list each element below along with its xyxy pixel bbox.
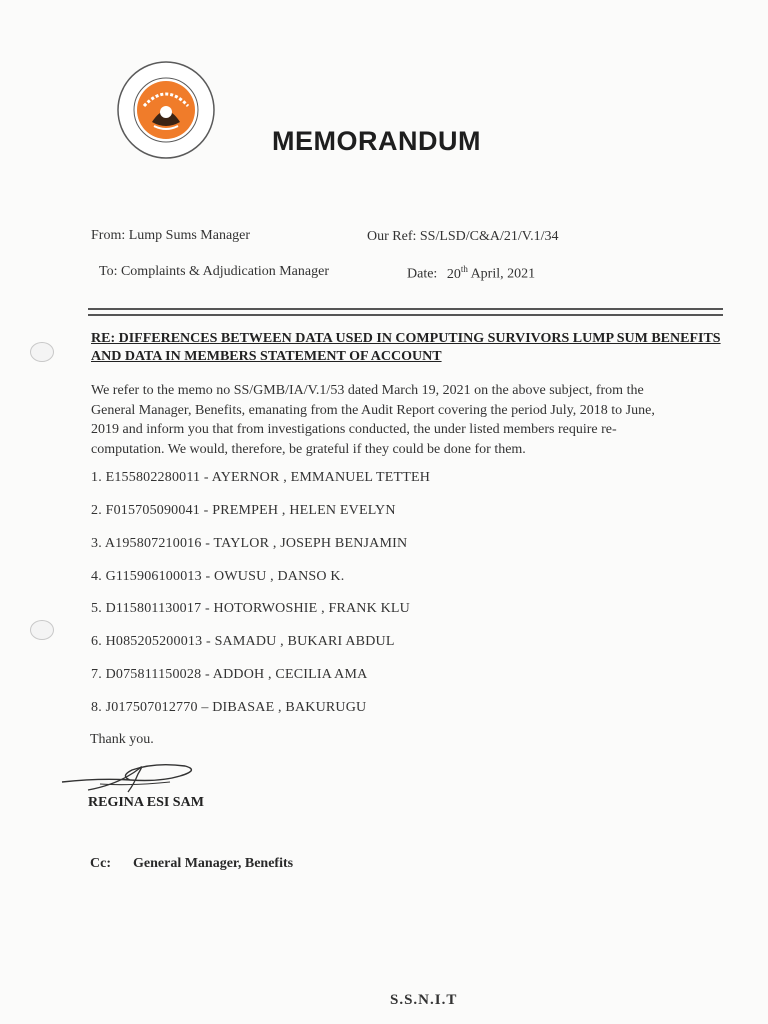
memo-date — [407, 264, 535, 283]
header-rule-bottom — [88, 314, 723, 316]
member-item: 4. G115906100013 - OWUSU , DANSO K. — [91, 569, 345, 584]
member-item: 7. D075811150028 - ADDOH , CECILIA AMA — [91, 667, 368, 682]
memo-date-rest: April, 2021 — [467, 266, 536, 282]
memo-from: From: Lump Sums Manager — [91, 228, 251, 243]
memo-date-suffix: th — [460, 264, 468, 274]
member-item: 2. F015705090041 - PREMPEH , HELEN EVELYN — [91, 503, 396, 518]
signer-name: REGINA ESI SAM — [88, 795, 204, 810]
memo-our-ref: Our Ref: SS/LSD/C&A/21/V.1/34 — [367, 229, 559, 244]
cc-recipient: General Manager, Benefits — [133, 856, 294, 871]
memo-title: MEMORANDUM — [272, 126, 481, 156]
binder-hole — [30, 342, 54, 362]
member-item: 8. J017507012770 – DIBASAE , BAKURUGU — [91, 700, 367, 715]
memo-subject: RE: DIFFERENCES BETWEEN DATA USED IN COMPUTING SURVIVORS LUMP SUM BENEFITS AND DATA IN MEMBERS STATEMENT OF ACCOUNT — [91, 331, 721, 364]
memo-to: To: Complaints & Adjudication Manager — [99, 264, 329, 279]
handwritten-signature — [60, 760, 205, 800]
footer-org: S.S.N.I.T — [390, 992, 458, 1008]
cc-label: Cc: — [90, 856, 111, 871]
ssnit-logo — [112, 60, 220, 160]
member-item: 1. E155802280011 - AYERNOR , EMMANUEL TETTEH — [91, 470, 431, 485]
member-item: 6. H085205200013 - SAMADU , BUKARI ABDUL — [91, 634, 395, 649]
memo-date-day: 20 — [446, 266, 461, 282]
memo-body: We refer to the memo no SS/GMB/IA/V.1/53 dated March 19, 2021 on the above subject, from the General Manager, Benefits, emanating from the Audit Report covering the period July, 2018 to June, 2019 and inform you that from investigations conducted, the under listed members require re-computation. We would, therefore, be grateful if they could be done for them. — [91, 383, 655, 457]
header-rule-top — [88, 308, 723, 310]
binder-hole — [30, 620, 54, 640]
member-item: 5. D115801130017 - HOTORWOSHIE , FRANK KLU — [91, 601, 410, 616]
memo-date-label: Date: — [407, 266, 438, 282]
member-item: 3. A195807210016 - TAYLOR , JOSEPH BENJAMIN — [91, 536, 408, 551]
closing-thanks: Thank you. — [90, 732, 154, 747]
